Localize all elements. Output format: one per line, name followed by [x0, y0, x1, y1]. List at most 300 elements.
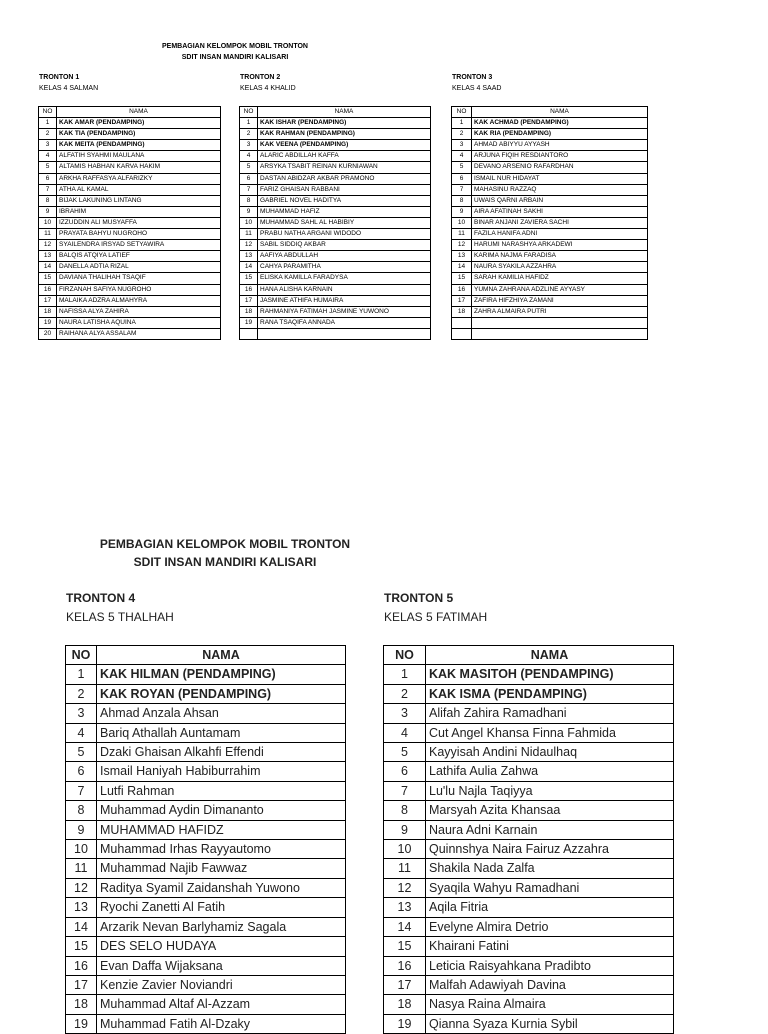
bottom-title-line2: SDIT INSAN MANDIRI KALISARI: [133, 555, 317, 569]
member-name: IZZUDDIN ALI MUSYAFFA: [57, 217, 221, 228]
table-row: [384, 975, 674, 994]
row-number: [452, 317, 472, 328]
member-name: Muhammad Fatih Al-Dzaky: [97, 1014, 346, 1033]
row-number: 15: [39, 273, 57, 284]
table-row: [66, 820, 346, 839]
table-row: [452, 206, 648, 217]
member-name: Lathifa Aulia Zahwa: [426, 762, 674, 781]
row-number: 8: [39, 195, 57, 206]
table-row: [39, 173, 221, 184]
col-header-no: NO: [384, 646, 426, 665]
table-row: [384, 801, 674, 820]
table-row: [452, 328, 648, 339]
table-row: [39, 240, 221, 251]
top-title-line1: PEMBAGIAN KELOMPOK MOBIL TRONTON: [162, 43, 308, 50]
row-number: 1: [452, 118, 472, 129]
member-name: Shakila Nada Zalfa: [426, 859, 674, 878]
member-name: JASMINE ATHIFA HUMAIRA: [258, 295, 431, 306]
table-tronton-3: [451, 106, 648, 340]
table-row: [240, 229, 431, 240]
member-name: Marsyah Azita Khansaa: [426, 801, 674, 820]
member-name: Malfah Adawiyah Davina: [426, 975, 674, 994]
table-row: [384, 937, 674, 956]
row-number: 7: [384, 781, 426, 800]
row-number: 8: [66, 801, 97, 820]
member-name: Arzarik Nevan Barlyhamiz Sagala: [97, 917, 346, 936]
table-tronton-1: [38, 106, 221, 340]
row-number: 6: [66, 762, 97, 781]
table-row: [240, 328, 431, 339]
row-number: 5: [66, 743, 97, 762]
row-number: 14: [66, 917, 97, 936]
row-number: 12: [66, 878, 97, 897]
table-row: [452, 217, 648, 228]
row-number: 1: [384, 665, 426, 684]
row-number: 11: [452, 229, 472, 240]
member-name: ZAFIRA HIFZHIYA ZAMANI: [472, 295, 648, 306]
row-number: 12: [384, 878, 426, 897]
table-row: [66, 937, 346, 956]
table-row: [39, 273, 221, 284]
table-row: [452, 295, 648, 306]
table-row: [384, 898, 674, 917]
table-row: [39, 140, 221, 151]
member-name: MUHAMMAD HAFIDZ: [97, 820, 346, 839]
row-number: 6: [39, 173, 57, 184]
row-number: 3: [452, 140, 472, 151]
row-number: 17: [39, 295, 57, 306]
col-header-no: NO: [39, 107, 57, 118]
table-row: [240, 262, 431, 273]
row-number: 4: [384, 723, 426, 742]
row-number: 17: [384, 975, 426, 994]
table-row: [39, 162, 221, 173]
table-row: [240, 217, 431, 228]
member-name: MUHAMMAD HAFIZ: [258, 206, 431, 217]
table-tronton-2: [239, 106, 431, 340]
member-name: Syaqila Wahyu Ramadhani: [426, 878, 674, 897]
table-row: [384, 762, 674, 781]
table-row: [66, 801, 346, 820]
group-class-tronton-4: KELAS 5 THALHAH: [66, 610, 174, 624]
table-row: [39, 206, 221, 217]
member-name: DASTAN ABIDZAR AKBAR PRAMONO: [258, 173, 431, 184]
member-name: ISMAIL NUR HIDAYAT: [472, 173, 648, 184]
member-name: [258, 328, 431, 339]
table-row: [384, 840, 674, 859]
table-row: [39, 251, 221, 262]
member-name: Muhammad Altaf Al-Azzam: [97, 995, 346, 1014]
member-name: KAK VEENA (PENDAMPING): [258, 140, 431, 151]
row-number: 10: [384, 840, 426, 859]
member-name: MALAIKA ADZRA ALMAHYRA: [57, 295, 221, 306]
member-name: NAURA SYAKILA AZZAHRA: [472, 262, 648, 273]
member-name: Cut Angel Khansa Finna Fahmida: [426, 723, 674, 742]
table-tronton-4: [65, 645, 346, 1034]
top-title-line2: SDIT INSAN MANDIRI KALISARI: [181, 54, 289, 61]
member-name: [472, 328, 648, 339]
member-name: BALQIS ATQIYA LATIEF: [57, 251, 221, 262]
group-title-tronton-2: TRONTON 2: [240, 74, 281, 81]
member-name: UWAIS QARNI ARBAIN: [472, 195, 648, 206]
table-row: [384, 665, 674, 684]
table-row: [39, 229, 221, 240]
table-row: [240, 195, 431, 206]
table-tronton-5: [383, 645, 674, 1034]
member-name: ALTAMIS HABHAN KARVA HAKIM: [57, 162, 221, 173]
row-number: 18: [240, 306, 258, 317]
row-number: 13: [39, 251, 57, 262]
member-name: YUMNA ZAHRANA ADZLINE AYYASY: [472, 284, 648, 295]
table-row: [240, 140, 431, 151]
row-number: 18: [452, 306, 472, 317]
member-name: Evan Daffa Wijaksana: [97, 956, 346, 975]
table-row: [452, 173, 648, 184]
member-name: AIRA AFATINAH SAKHI: [472, 206, 648, 217]
table-row: [66, 781, 346, 800]
table-row: [384, 684, 674, 703]
row-number: 3: [240, 140, 258, 151]
member-name: Qianna Syaza Kurnia Sybil: [426, 1014, 674, 1033]
table-row: [384, 878, 674, 897]
row-number: 11: [240, 229, 258, 240]
row-number: 14: [452, 262, 472, 273]
row-number: 12: [39, 240, 57, 251]
member-name: KAK ACHMAD (PENDAMPING): [472, 118, 648, 129]
row-number: 16: [452, 284, 472, 295]
table-row: [39, 306, 221, 317]
row-number: [452, 328, 472, 339]
row-number: 2: [384, 684, 426, 703]
member-name: RAHMANIYA FATIMAH JASMINE YUWONO: [258, 306, 431, 317]
member-name: Dzaki Ghaisan Alkahfi Effendi: [97, 743, 346, 762]
row-number: 2: [66, 684, 97, 703]
table-row: [39, 151, 221, 162]
table-row: [384, 781, 674, 800]
member-name: RAIHANA ALYA ASSALAM: [57, 328, 221, 339]
table-row: [240, 129, 431, 140]
row-number: 4: [66, 723, 97, 742]
member-name: SARAH KAMILIA HAFIDZ: [472, 273, 648, 284]
row-number: 10: [452, 217, 472, 228]
row-number: 13: [384, 898, 426, 917]
group-class-tronton-2: KELAS 4 KHALID: [240, 85, 296, 92]
table-row: [452, 195, 648, 206]
member-name: KAK RAHMAN (PENDAMPING): [258, 129, 431, 140]
member-name: Muhammad Irhas Rayyautomo: [97, 840, 346, 859]
row-number: 17: [240, 295, 258, 306]
row-number: 11: [39, 229, 57, 240]
table-row: [452, 184, 648, 195]
member-name: ARJUNA FIQIH RESDIANTORO: [472, 151, 648, 162]
member-name: Bariq Athallah Auntamam: [97, 723, 346, 742]
member-name: DANELLA ADTIA RIZAL: [57, 262, 221, 273]
table-row: [384, 723, 674, 742]
col-header-no: NO: [66, 646, 97, 665]
col-header-nama: NAMA: [472, 107, 648, 118]
table-row: [240, 173, 431, 184]
table-row: [384, 917, 674, 936]
member-name: DES SELO HUDAYA: [97, 937, 346, 956]
table-row: [240, 184, 431, 195]
row-number: 8: [384, 801, 426, 820]
table-row: [39, 317, 221, 328]
member-name: PRABU NATHA ARGANI WIDODO: [258, 229, 431, 240]
table-row: [240, 151, 431, 162]
table-row: [240, 240, 431, 251]
row-number: 10: [66, 840, 97, 859]
table-row: [240, 284, 431, 295]
table-row: [452, 273, 648, 284]
member-name: KAK MEITA (PENDAMPING): [57, 140, 221, 151]
member-name: [472, 317, 648, 328]
member-name: DEVANO ARSENIO RAFARDHAN: [472, 162, 648, 173]
row-number: 5: [240, 162, 258, 173]
member-name: Lutfi Rahman: [97, 781, 346, 800]
member-name: Nasya Raina Almaira: [426, 995, 674, 1014]
row-number: 13: [452, 251, 472, 262]
table-row: [66, 859, 346, 878]
table-row: [66, 665, 346, 684]
row-number: 5: [384, 743, 426, 762]
member-name: RANA TSAQIFA ANNADA: [258, 317, 431, 328]
member-name: AHMAD ABIYYU AYYASH: [472, 140, 648, 151]
member-name: Lu'lu Najla Taqiyya: [426, 781, 674, 800]
row-number: 5: [39, 162, 57, 173]
row-number: 9: [240, 206, 258, 217]
table-row: [66, 840, 346, 859]
table-row: [240, 118, 431, 129]
row-number: 19: [384, 1014, 426, 1033]
row-number: 18: [39, 306, 57, 317]
member-name: HARUMI NARASHYA ARKADEWI: [472, 240, 648, 251]
row-number: 15: [452, 273, 472, 284]
member-name: Kayyisah Andini Nidaulhaq: [426, 743, 674, 762]
row-number: 3: [39, 140, 57, 151]
member-name: FAZILA HANIFA ADNI: [472, 229, 648, 240]
row-number: 13: [66, 898, 97, 917]
table-row: [452, 129, 648, 140]
table-row: [384, 995, 674, 1014]
row-number: 14: [39, 262, 57, 273]
table-row: [66, 975, 346, 994]
table-row: [66, 898, 346, 917]
group-class-tronton-5: KELAS 5 FATIMAH: [384, 610, 488, 624]
table-row: [66, 762, 346, 781]
member-name: KAK TIA (PENDAMPING): [57, 129, 221, 140]
row-number: 6: [240, 173, 258, 184]
member-name: Quinnshya Naira Fairuz Azzahra: [426, 840, 674, 859]
member-name: Ryochi Zanetti Al Fatih: [97, 898, 346, 917]
member-name: ALFATIH SYAHMI MAULANA: [57, 151, 221, 162]
table-row: [452, 317, 648, 328]
row-number: 3: [384, 704, 426, 723]
table-row: [452, 118, 648, 129]
member-name: Muhammad Najib Fawwaz: [97, 859, 346, 878]
row-number: 10: [240, 217, 258, 228]
member-name: Ahmad Anzala Ahsan: [97, 704, 346, 723]
member-name: FARIZ GHAISAN RABBANI: [258, 184, 431, 195]
row-number: 20: [39, 328, 57, 339]
group-title-tronton-5: TRONTON 5: [384, 591, 454, 605]
col-header-nama: NAMA: [57, 107, 221, 118]
row-number: [240, 328, 258, 339]
table-row: [66, 684, 346, 703]
row-number: 12: [240, 240, 258, 251]
member-name: Khairani Fatini: [426, 937, 674, 956]
table-row: [66, 743, 346, 762]
member-name: ELISKA KAMILLA FARADYSA: [258, 273, 431, 284]
member-name: ARKHA RAFFASYA ALFARIZKY: [57, 173, 221, 184]
row-number: 6: [452, 173, 472, 184]
row-number: 8: [240, 195, 258, 206]
member-name: KARIMA NAJMA FARADISA: [472, 251, 648, 262]
member-name: KAK ISMA (PENDAMPING): [426, 684, 674, 703]
row-number: 7: [240, 184, 258, 195]
member-name: Ismail Haniyah Habiburrahim: [97, 762, 346, 781]
row-number: 13: [240, 251, 258, 262]
table-row: [452, 229, 648, 240]
group-title-tronton-4: TRONTON 4: [66, 591, 136, 605]
row-number: 8: [452, 195, 472, 206]
table-row: [384, 743, 674, 762]
table-row: [240, 162, 431, 173]
table-row: [452, 251, 648, 262]
member-name: Alifah Zahira Ramadhani: [426, 704, 674, 723]
member-name: BINAR ANJANI ZAVIERA SACHI: [472, 217, 648, 228]
member-name: SYAILENDRA IRSYAD SETYAWIRA: [57, 240, 221, 251]
table-row: [66, 995, 346, 1014]
table-row: [240, 206, 431, 217]
table-row: [39, 118, 221, 129]
member-name: NAFISSA ALYA ZAHIRA: [57, 306, 221, 317]
row-number: 7: [452, 184, 472, 195]
row-number: 9: [452, 206, 472, 217]
member-name: CAHYA PARAMITHA: [258, 262, 431, 273]
group-title-tronton-3: TRONTON 3: [452, 74, 493, 81]
table-row: [452, 306, 648, 317]
table-row: [39, 262, 221, 273]
row-number: 18: [66, 995, 97, 1014]
col-header-no: NO: [452, 107, 472, 118]
row-number: 4: [240, 151, 258, 162]
table-row: [452, 240, 648, 251]
row-number: 6: [384, 762, 426, 781]
row-number: 9: [39, 206, 57, 217]
table-row: [66, 956, 346, 975]
table-row: [66, 917, 346, 936]
member-name: BIJAK LAKUNING LINTANG: [57, 195, 221, 206]
member-name: Muhammad Aydin Dimananto: [97, 801, 346, 820]
row-number: 14: [240, 262, 258, 273]
col-header-nama: NAMA: [258, 107, 431, 118]
member-name: Aqila Fitria: [426, 898, 674, 917]
member-name: KAK RIA (PENDAMPING): [472, 129, 648, 140]
table-row: [39, 284, 221, 295]
member-name: Naura Adni Karnain: [426, 820, 674, 839]
member-name: KAK ISHAR (PENDAMPING): [258, 118, 431, 129]
member-name: Kenzie Zavier Noviandri: [97, 975, 346, 994]
member-name: Evelyne Almira Detrio: [426, 917, 674, 936]
member-name: GABRIEL NOVEL HADITYA: [258, 195, 431, 206]
row-number: 19: [66, 1014, 97, 1033]
row-number: 19: [240, 317, 258, 328]
row-number: 15: [66, 937, 97, 956]
row-number: 2: [452, 129, 472, 140]
table-row: [240, 273, 431, 284]
row-number: 16: [39, 284, 57, 295]
table-row: [452, 284, 648, 295]
table-row: [452, 262, 648, 273]
row-number: 16: [240, 284, 258, 295]
row-number: 18: [384, 995, 426, 1014]
col-header-nama: NAMA: [426, 646, 674, 665]
row-number: 17: [66, 975, 97, 994]
group-class-tronton-3: KELAS 4 SAAD: [452, 85, 502, 92]
table-row: [66, 878, 346, 897]
row-number: 4: [452, 151, 472, 162]
member-name: HANA ALISHA KARNAIN: [258, 284, 431, 295]
row-number: 9: [384, 820, 426, 839]
row-number: 16: [66, 956, 97, 975]
member-name: FIRZANAH SAFIYA NUGROHO: [57, 284, 221, 295]
row-number: 19: [39, 317, 57, 328]
row-number: 12: [452, 240, 472, 251]
group-title-tronton-1: TRONTON 1: [39, 74, 80, 81]
table-row: [452, 162, 648, 173]
row-number: 2: [39, 129, 57, 140]
table-row: [452, 151, 648, 162]
row-number: 16: [384, 956, 426, 975]
table-row: [240, 306, 431, 317]
table-row: [39, 184, 221, 195]
row-number: 14: [384, 917, 426, 936]
group-class-tronton-1: KELAS 4 SALMAN: [39, 85, 99, 92]
table-row: [384, 820, 674, 839]
row-number: 7: [66, 781, 97, 800]
member-name: KAK ROYAN (PENDAMPING): [97, 684, 346, 703]
row-number: 3: [66, 704, 97, 723]
table-row: [66, 704, 346, 723]
table-row: [384, 956, 674, 975]
member-name: IBRAHIM: [57, 206, 221, 217]
row-number: 17: [452, 295, 472, 306]
row-number: 11: [384, 859, 426, 878]
member-name: SABIL SIDDIQ AKBAR: [258, 240, 431, 251]
member-name: DAVIANA THALIHAH TSAQIF: [57, 273, 221, 284]
member-name: AAFIYA ABDULLAH: [258, 251, 431, 262]
col-header-nama: NAMA: [97, 646, 346, 665]
member-name: PRAYATA BAHYU NUGROHO: [57, 229, 221, 240]
table-row: [240, 251, 431, 262]
row-number: 9: [66, 820, 97, 839]
row-number: 4: [39, 151, 57, 162]
row-number: 1: [39, 118, 57, 129]
row-number: 1: [240, 118, 258, 129]
table-row: [39, 295, 221, 306]
table-row: [240, 295, 431, 306]
member-name: ZAHRA ALMAIRA PUTRI: [472, 306, 648, 317]
table-row: [39, 328, 221, 339]
table-row: [66, 723, 346, 742]
member-name: NAURA LATISHA AQUINA: [57, 317, 221, 328]
member-name: ALARIC ABDILLAH KAFFA: [258, 151, 431, 162]
table-row: [384, 704, 674, 723]
table-row: [39, 217, 221, 228]
member-name: KAK MASITOH (PENDAMPING): [426, 665, 674, 684]
row-number: 15: [240, 273, 258, 284]
row-number: 15: [384, 937, 426, 956]
